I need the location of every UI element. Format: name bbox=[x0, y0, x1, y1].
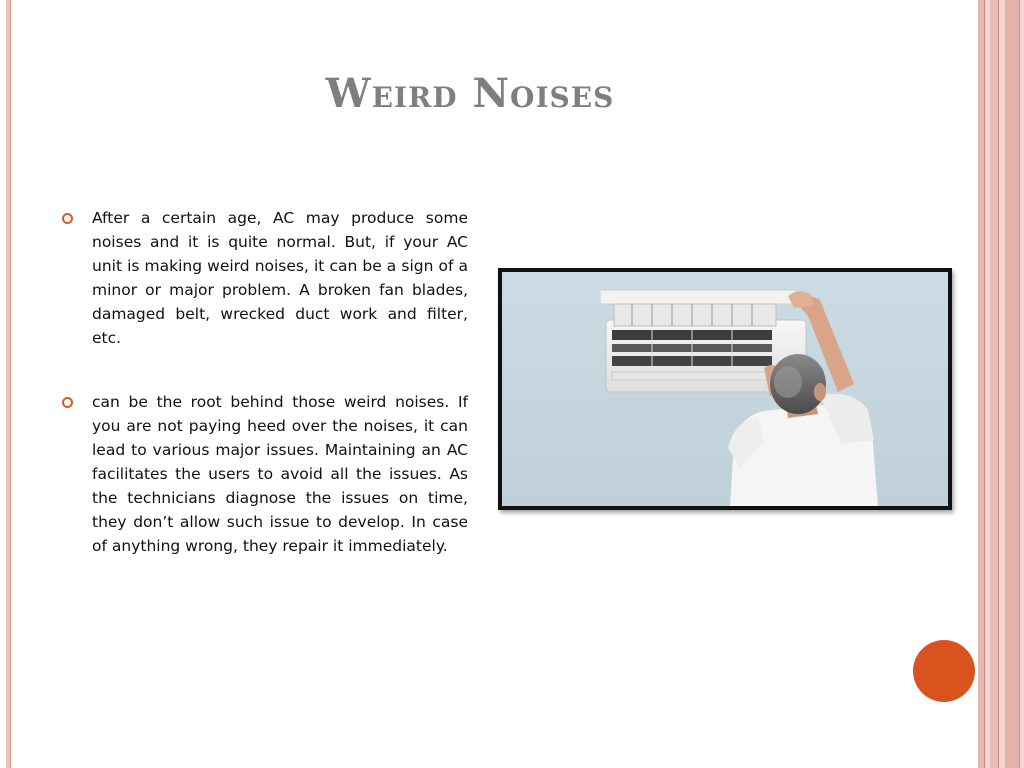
stripe bbox=[1005, 0, 1019, 768]
left-border-line bbox=[10, 0, 11, 768]
bullet-item bbox=[60, 390, 468, 558]
bullet-item bbox=[60, 206, 468, 350]
photo-frame bbox=[498, 268, 952, 510]
ac-technician-illustration bbox=[502, 272, 948, 506]
bullet-text: can be the root behind those weird noises. If you are not paying heed over the noises, it can lead to various major issues. Maintaining an AC facilitates the users to avoid all the issues. As the technicians diagnose the issues on time, they don’t allow such issue to develop. In case of anything wrong, they repair it immediately. bbox=[92, 393, 468, 555]
stripe bbox=[1019, 0, 1020, 768]
stripe bbox=[984, 0, 985, 768]
accent-dot bbox=[913, 640, 975, 702]
bullet-text: After a certain age, AC may produce some noises and it is quite normal. But, if your AC unit is making weird noises, it can be a sign of a minor or major problem. A broken fan blades, damaged belt, wrecked duct work and filter, etc. bbox=[92, 209, 468, 347]
bullet-list bbox=[60, 206, 468, 598]
stripe bbox=[998, 0, 999, 768]
bullet-icon bbox=[62, 397, 73, 408]
stripe bbox=[990, 0, 998, 768]
ac-technician-photo bbox=[502, 272, 948, 506]
bullet-icon bbox=[62, 213, 73, 224]
slide-title: Weird Noises bbox=[325, 70, 615, 117]
